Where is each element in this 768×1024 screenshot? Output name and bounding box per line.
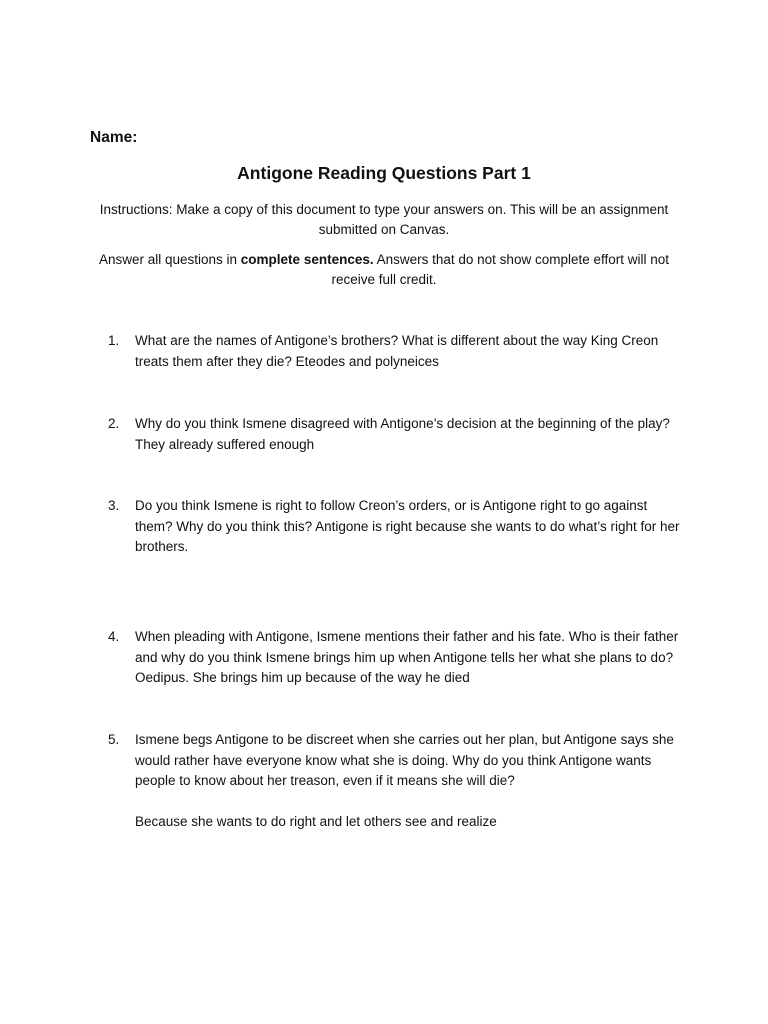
question-number: 1. (108, 333, 120, 348)
question-text: Do you think Ismene is right to follow Creon’s orders, or is Antigone right to go against them? Why do you think this? Antigone is right because she wants to do what’s right for her brothers. (135, 498, 680, 554)
instructions-paragraph: Instructions: Make a copy of this document to type your answers on. This will be an assignment submitted on Canvas. (99, 202, 669, 237)
answer-5-text: Because she wants to do right and let others see and realize (135, 814, 497, 829)
question-number: 4. (108, 629, 120, 644)
name-label: Name: (90, 129, 138, 146)
answer-rule-prefix: Answer all questions in (98, 252, 241, 267)
question-number: 3. (108, 498, 120, 513)
page-title: Antigone Reading Questions Part 1 (237, 163, 531, 183)
question-item-3 (108, 496, 688, 558)
question-number: 2. (108, 416, 120, 431)
answer-rule-suffix: Answers that do not show complete effort will not receive full credit. (331, 252, 670, 287)
question-text: When pleading with Antigone, Ismene mentions their father and his fate. Who is their father and why do you think Ismene brings him up when Antigone tells her what she plans to do? Oedipus. She brings him up because of the way he died (135, 629, 679, 685)
question-text: What are the names of Antigone’s brothers? What is different about the way King Creon treats them after they die? Eteodes and polyneices (135, 333, 659, 369)
question-text: Why do you think Ismene disagreed with Antigone’s decision at the beginning of the play? They already suffered enough (135, 416, 670, 452)
answer-rule-paragraph (84, 250, 684, 289)
question-item-2 (108, 414, 688, 455)
question-item-5 (108, 730, 688, 792)
answer-rule-emphasis: complete sentences. (240, 252, 374, 267)
question-item-1 (108, 331, 688, 372)
question-text: Ismene begs Antigone to be discreet when she carries out her plan, but Antigone says she would rather have everyone know what she is doing. Why do you think Antigone wants people to know about her treason, even if it means she will die? (135, 732, 674, 788)
question-item-4 (108, 627, 688, 689)
question-number: 5. (108, 732, 120, 747)
